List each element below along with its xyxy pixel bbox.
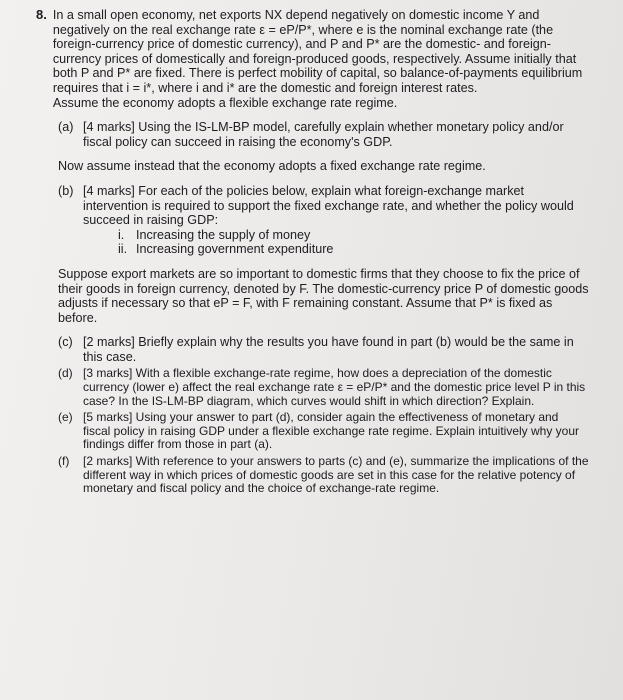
part-e-text: [5 marks] Using your answer to part (d), consider again the effectiveness of monetary and fiscal policy in raising GDP under a flexible exchange rate regime. Explain intuitively why your findings differ from those in part (a).: [83, 410, 580, 452]
part-e-label: (e): [58, 410, 73, 425]
part-a: [58, 120, 589, 149]
part-f-text: [2 marks] With reference to your answers to parts (c) and (e), summarize the implications of the different way in which prices of domestic goods are set in this case for the relative potency of monetary and fiscal policy and the choice of exchange-rate regime.: [83, 454, 589, 496]
part-b-label: (b): [58, 183, 74, 198]
part-a-label: (a): [58, 120, 74, 135]
part-d-label: (d): [58, 366, 73, 381]
flexible-regime-statement: Assume the economy adopts a flexible exchange rate regime.: [52, 95, 398, 110]
part-a-text: [4 marks] Using the IS-LM-BP model, carefully explain whether monetary policy and/or fiscal policy can succeed in raising the economy's GDP.: [83, 120, 564, 149]
part-c-label: (c): [58, 335, 73, 350]
part-b-item-label: i.: [118, 227, 125, 242]
part-b-item-label: ii.: [118, 242, 128, 257]
part-f-label: (f): [58, 454, 70, 469]
part-b-item-text: Increasing the supply of money: [136, 227, 311, 242]
question-intro: In a small open economy, net exports NX depend negatively on domestic income Y and negatively on the real exchange rate ε = eP/P*, where e is the nominal exchange rate (the foreign-currency price of domestic currency), and P and P* are the domestic- and foreign-currency prices of domestically and foreign-produced goods, respectively. Assume initially that both P and P* are fixed. There is perfect mobility of capital, so balance-of-payments equilibrium requires that i = i*, where i and i* are the domestic and foreign interest rates.: [52, 8, 583, 95]
part-b: [58, 184, 589, 228]
part-f: [58, 455, 589, 496]
part-b-item: [118, 242, 589, 257]
part-d: [58, 367, 589, 408]
part-c-text: [2 marks] Briefly explain why the results you have found in part (b) would be the same in this case.: [83, 335, 574, 364]
question-number: 8.: [36, 7, 47, 22]
part-c: [58, 335, 589, 364]
part-b-text: [4 marks] For each of the policies below, explain what foreign-exchange market intervention is required to support the fixed exchange rate, and whether the policy would succeed in raising GDP:: [83, 183, 574, 228]
part-b-item: [118, 228, 589, 243]
part-e: [58, 411, 589, 452]
part-b-item-text: Increasing government expenditure: [136, 242, 334, 257]
part-d-text: [3 marks] With a flexible exchange-rate regime, how does a depreciation of the domestic currency (lower e) affect the real exchange rate ε = eP/P* and the domestic price level P in this case? In the IS-LM-BP diagram, which curves would shift in which direction? Explain.: [83, 366, 586, 408]
question-header: [36, 8, 589, 110]
export-markets-paragraph: Suppose export markets are so important to domestic firms that they choose to fix the price of their goods in foreign currency, denoted by F. The domestic-currency price P of domestic goods adjusts if necessary so that eP = F, with F remaining constant. Assume that P* is fixed as before.: [58, 266, 589, 325]
fixed-regime-statement: Now assume instead that the economy adopts a fixed exchange rate regime.: [58, 159, 486, 174]
